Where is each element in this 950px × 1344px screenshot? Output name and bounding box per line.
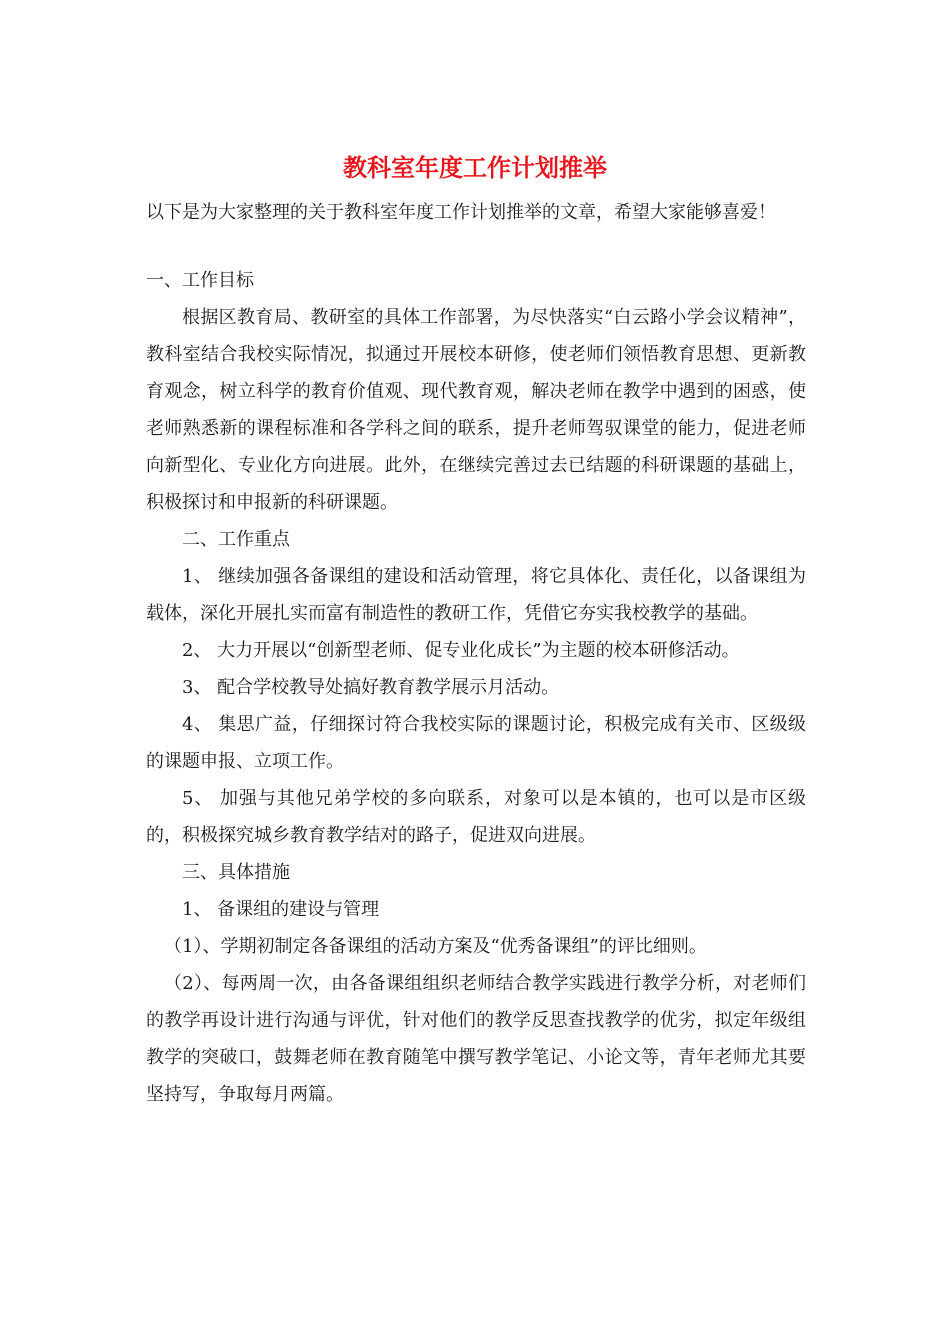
intro-text: 以下是为大家整理的关于教科室年度工作计划推举的文章，希望大家能够喜爱！: [146, 202, 776, 223]
list-item: 1、 继续加强各备课组的建设和活动管理，将它具体化、责任化，以备课组为载体，深化开展扎实而富有制造性的教研工作，凭借它夯实我校教学的基础。: [146, 566, 806, 624]
section-heading: 一、工作目标: [146, 270, 254, 291]
paragraph: 根据区教育局、教研室的具体工作部署，为尽快落实“白云路小学会议精神”，教科室结合我校实际情况，拟通过开展校本研修，使老师们领悟教育思想、更新教育观念，树立科学的教育价值观、现代教育观，解决老师在教学中遇到的困惑，使老师熟悉新的课程标准和各学科之间的联系，提升老师驾驭课堂的能力，促进老师向新型化、专业化方向进展。此外，在继续完善过去已结题的科研课题的基础上，积极探讨和申报新的科研课题。: [146, 307, 806, 513]
section-heading: 三、具体措施: [182, 862, 290, 883]
list-item: （2）、每两周一次，由各备课组组织老师结合教学实践进行教学分析，对老师们的教学再设计进行沟通与评优，针对他们的教学反思查找教学的优劣，拟定年级组教学的突破口，鼓舞老师在教育随笔中撰写教学笔记、小论文等，青年老师尤其要坚持写，争取每月两篇。: [146, 973, 806, 1105]
list-item: （1）、学期初制定各备课组的活动方案及“优秀备课组”的评比细则。: [164, 936, 707, 957]
document-title: 教科室年度工作计划推举: [343, 153, 607, 182]
document-body: [146, 262, 806, 1113]
list-item: 2、 大力开展以“创新型老师、促专业化成长”为主题的校本研修活动。: [182, 640, 740, 661]
list-item: 4、 集思广益，仔细探讨符合我校实际的课题讨论，积极完成有关市、区级级的课题申报、立项工作。: [146, 714, 806, 772]
section-heading: 二、工作重点: [182, 529, 290, 550]
subsection-heading: 1、 备课组的建设与管理: [182, 899, 380, 920]
list-item: 5、 加强与其他兄弟学校的多向联系，对象可以是本镇的，也可以是市区级的，积极探究城乡教育教学结对的路子，促进双向进展。: [146, 788, 806, 846]
list-item: 3、 配合学校教导处搞好教育教学展示月活动。: [182, 677, 560, 698]
